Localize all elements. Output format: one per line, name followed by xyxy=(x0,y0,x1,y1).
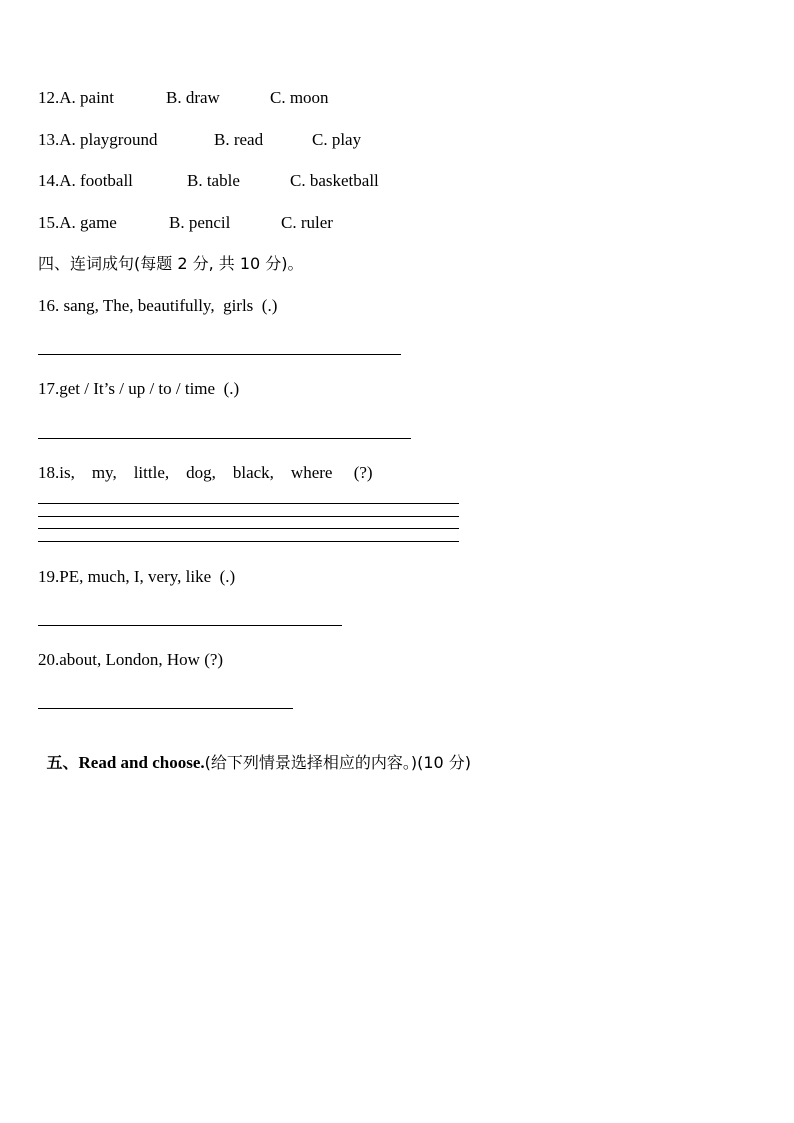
question-17-answer-line[interactable] xyxy=(38,438,411,439)
question-13-c: C. play xyxy=(312,130,362,149)
section-4-heading: 四、连词成句(每题 2 分, 共 10 分)。 xyxy=(38,254,304,273)
question-20-prompt: 20.about, London, How (?) xyxy=(38,650,224,669)
section-5-label: 五、 xyxy=(46,753,79,772)
question-17-prompt: 17.get / It’s / up / to / time (.) xyxy=(38,379,240,398)
question-15-b: B. pencil xyxy=(169,213,231,232)
question-16-prompt: 16. sang, The, beautifully, girls (.) xyxy=(38,296,278,315)
question-12-c: C. moon xyxy=(270,88,329,107)
question-14-a: 14.A. football xyxy=(38,171,133,190)
question-19-prompt: 19.PE, much, I, very, like (.) xyxy=(38,567,236,586)
question-12-b: B. draw xyxy=(166,88,220,107)
question-16-answer-line[interactable] xyxy=(38,354,401,355)
question-19-answer-line[interactable] xyxy=(38,625,342,626)
question-12-a: 12.A. paint xyxy=(38,88,115,107)
question-15-a: 15.A. game xyxy=(38,213,117,232)
question-15-c: C. ruler xyxy=(281,213,333,232)
question-18-answer-line-4[interactable] xyxy=(38,541,459,542)
section-5-note: (给下列情景选择相应的内容。)(10 分) xyxy=(204,753,472,772)
question-20-answer-line[interactable] xyxy=(38,708,293,709)
question-13-b: B. read xyxy=(214,130,264,149)
section-5-title: Read and choose. xyxy=(78,753,205,772)
question-18-answer-line-3[interactable] xyxy=(38,528,459,529)
question-14-b: B. table xyxy=(187,171,240,190)
question-13-a: 13.A. playground xyxy=(38,130,158,149)
question-18-answer-line-1[interactable] xyxy=(38,503,459,504)
question-14-c: C. basketball xyxy=(290,171,379,190)
question-18-answer-line-2[interactable] xyxy=(38,516,459,517)
section-5-heading xyxy=(38,733,471,773)
question-18-prompt: 18.is, my, little, dog, black, where (?) xyxy=(38,463,373,482)
